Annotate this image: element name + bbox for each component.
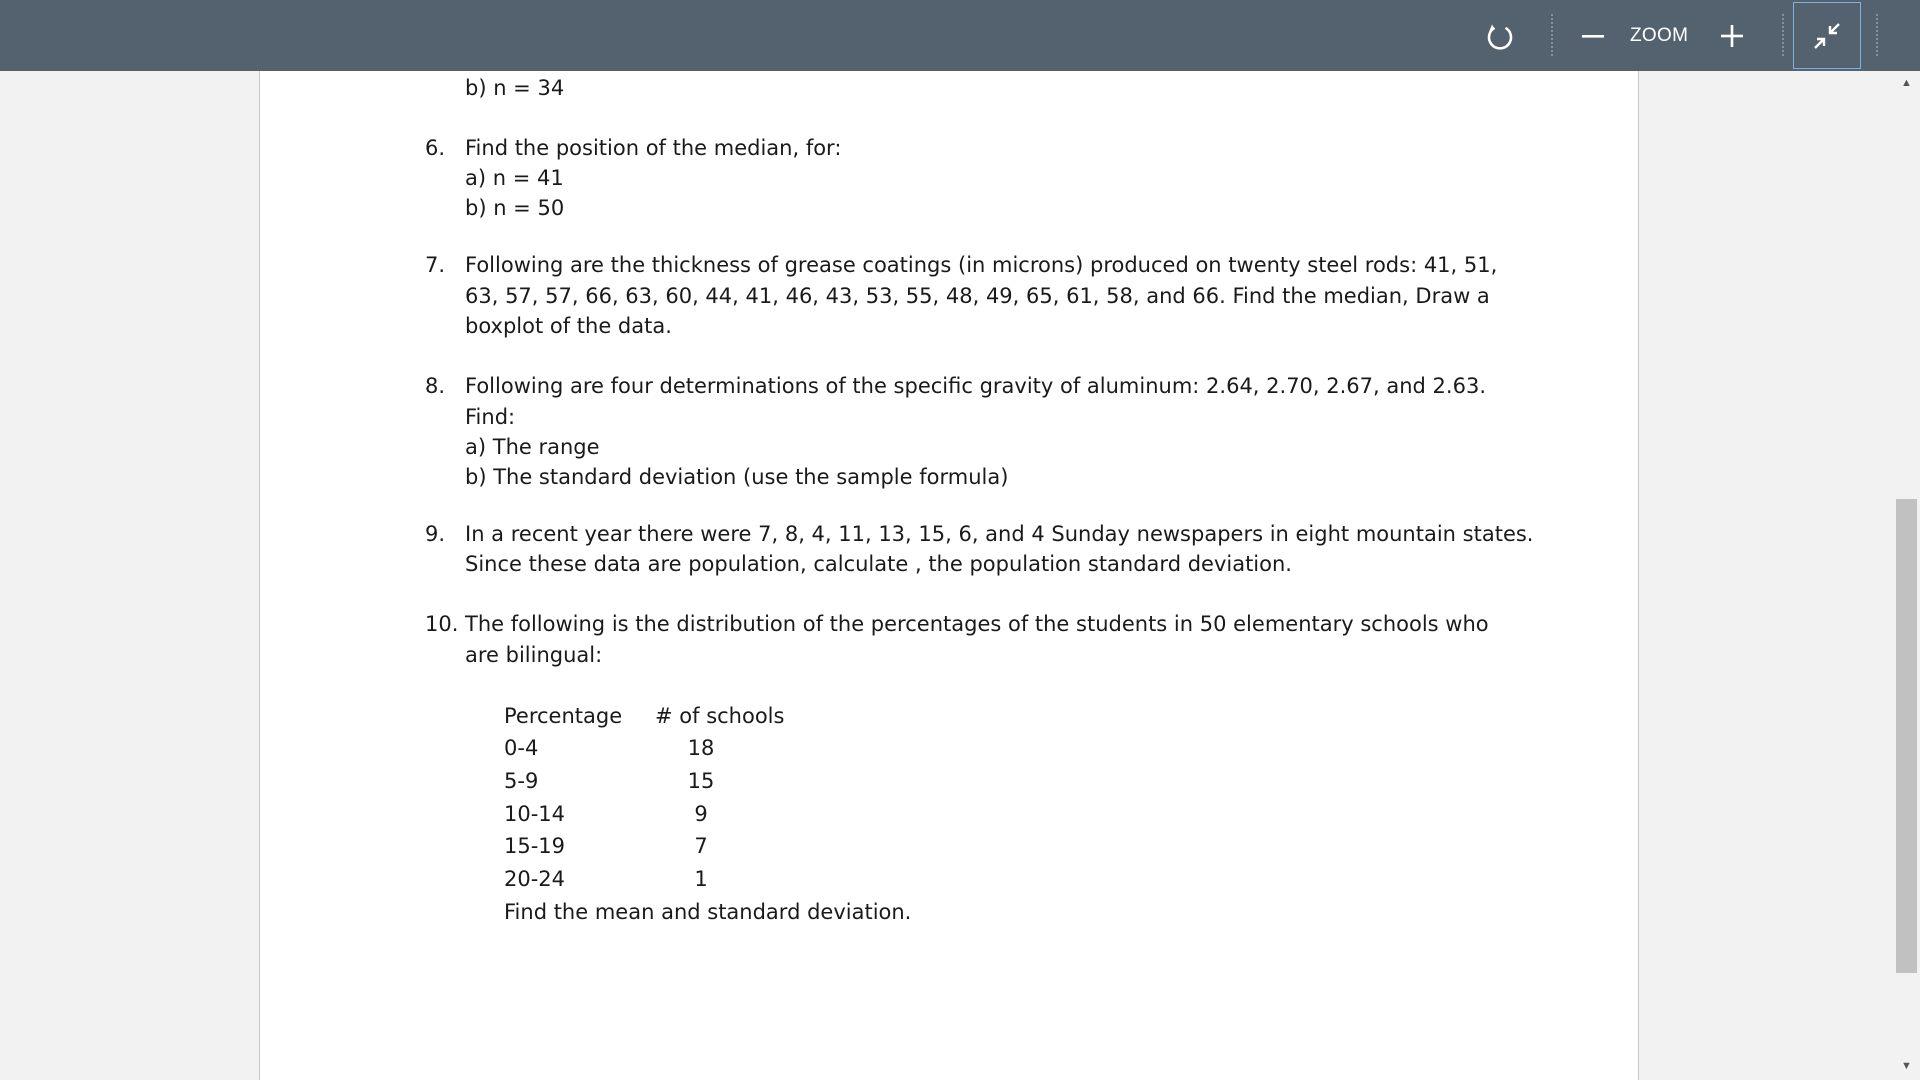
table-cell-schools: 9	[694, 802, 708, 826]
table-cell-schools: 15	[687, 769, 715, 793]
toolbar-separator	[1876, 14, 1878, 56]
table-cell-percentage: 10-14	[504, 802, 566, 826]
zoom-out-button[interactable]	[1571, 0, 1615, 71]
table-cell-percentage: 15-19	[504, 834, 566, 858]
q8-line: a) The range	[465, 435, 600, 459]
exit-fullscreen-button[interactable]	[1793, 2, 1861, 69]
table-cell-percentage: 20-24	[504, 867, 566, 891]
q6-part-b: b) n = 50	[465, 196, 565, 220]
table-cell-percentage: 5-9	[504, 769, 539, 793]
document-content	[260, 71, 1638, 1080]
table-header-schools: # of schools	[655, 704, 785, 728]
q5-part-b: b) n = 34	[465, 76, 565, 100]
table-cell-schools: 7	[694, 834, 708, 858]
q8-line: Find:	[465, 405, 516, 429]
scrollbar-thumb[interactable]	[1896, 499, 1917, 973]
q6-part-a: a) n = 41	[465, 166, 564, 190]
rotate-button[interactable]	[1478, 0, 1522, 71]
exit-fullscreen-icon	[1813, 22, 1841, 50]
q6-text: Find the position of the median, for:	[465, 136, 842, 160]
q7-line: boxplot of the data.	[465, 314, 672, 338]
table-header-percentage: Percentage	[504, 704, 623, 728]
q9-line: Since these data are population, calculate , the population standard deviation.	[465, 552, 1292, 576]
q7-number: 7.	[425, 253, 446, 277]
q10-line: are bilingual:	[465, 643, 603, 667]
q8-number: 8.	[425, 374, 446, 398]
table-cell-schools: 1	[694, 867, 708, 891]
q6-number: 6.	[425, 136, 446, 160]
rotate-icon	[1484, 20, 1516, 52]
minus-icon	[1581, 24, 1605, 48]
zoom-label: ZOOM	[1630, 25, 1689, 46]
q7-line: Following are the thickness of grease coatings (in microns) produced on twenty steel rods: 41, 51,	[465, 253, 1498, 277]
viewer-toolbar	[0, 0, 1920, 71]
table-cell-schools: 18	[687, 736, 715, 760]
q9-number: 9.	[425, 522, 446, 546]
scroll-down-arrow-icon[interactable]: ▼	[1901, 1060, 1912, 1072]
q9-line: In a recent year there were 7, 8, 4, 11, 13, 15, 6, and 4 Sunday newspapers in eight mountain states.	[465, 522, 1534, 546]
table-cell-percentage: 0-4	[504, 736, 539, 760]
q10-footer: Find the mean and standard deviation.	[504, 900, 912, 924]
vertical-scrollbar[interactable]	[1893, 71, 1920, 1080]
q10-number: 10.	[425, 612, 459, 636]
toolbar-separator	[1551, 14, 1553, 56]
zoom-in-button[interactable]	[1710, 0, 1754, 71]
document-page	[259, 71, 1639, 1080]
plus-icon	[1720, 24, 1744, 48]
toolbar-separator	[1782, 14, 1784, 56]
q7-line: 63, 57, 57, 66, 63, 60, 44, 41, 46, 43, 53, 55, 48, 49, 65, 61, 58, and 66. Find the median, Draw a	[465, 284, 1490, 308]
q10-line: The following is the distribution of the percentages of the students in 50 elementary schools who	[465, 612, 1489, 636]
scroll-up-arrow-icon[interactable]: ▲	[1901, 77, 1912, 89]
q8-line: Following are four determinations of the specific gravity of aluminum: 2.64, 2.70, 2.67, and 2.63.	[465, 374, 1486, 398]
q8-line: b) The standard deviation (use the sample formula)	[465, 465, 1009, 489]
